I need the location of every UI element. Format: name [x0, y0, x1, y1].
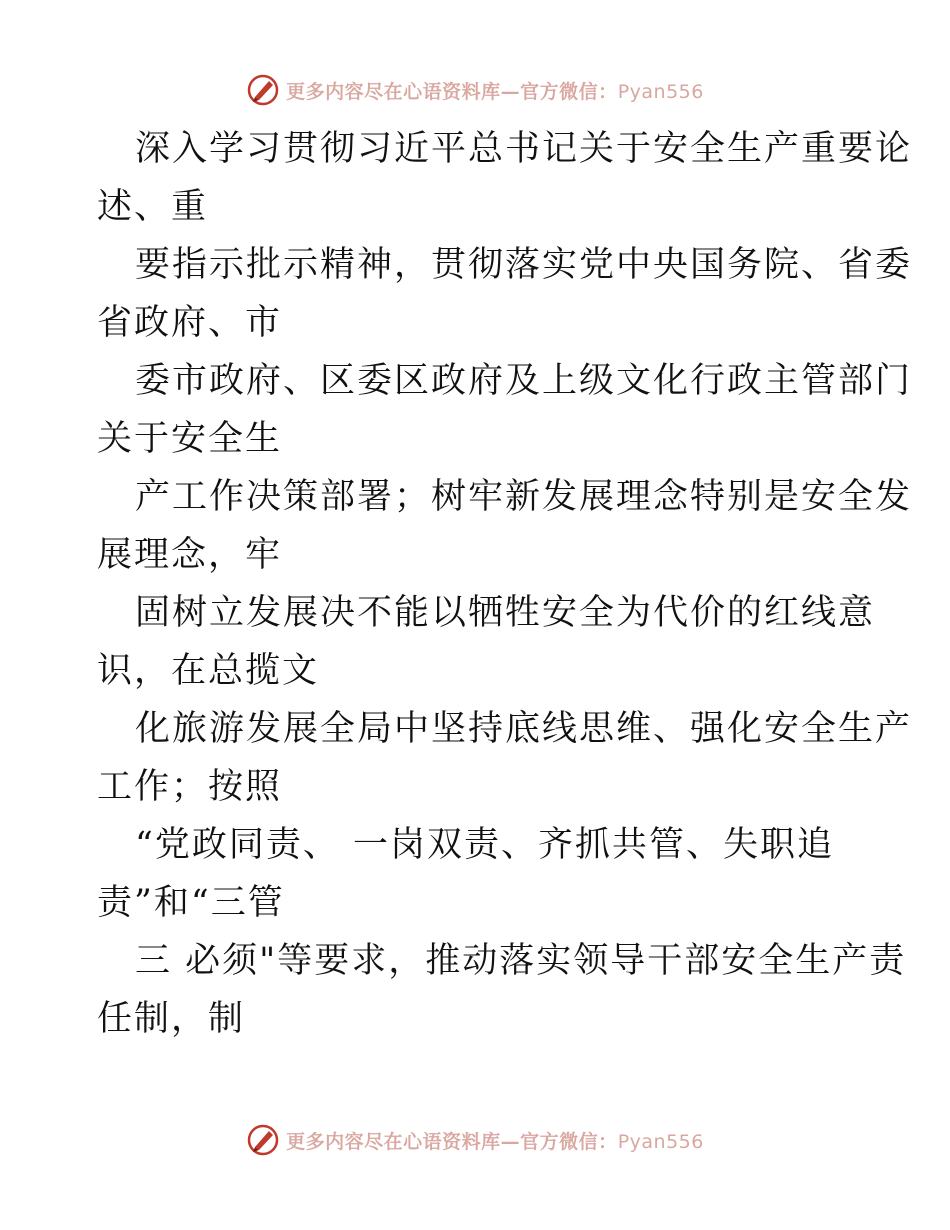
- watermark-text: [286, 77, 704, 104]
- paragraph-line: 委市政府、区委区政府及上级文化行政主管部门: [135, 361, 913, 401]
- watermark-footer: [0, 1120, 950, 1160]
- paragraph-line: 展理念，牢: [97, 535, 283, 575]
- pen-logo-icon: [246, 73, 280, 107]
- document-body: [97, 120, 913, 1048]
- paragraph: [97, 584, 876, 700]
- paragraph-line: 责”和“三管: [97, 883, 285, 923]
- watermark-separator: —: [500, 80, 521, 103]
- paragraph-line: 识，在总揽文: [97, 651, 320, 691]
- paragraph: [97, 932, 907, 1048]
- paragraph-line: 要指示批示精神，贯彻落实党中央国务院、省委: [135, 245, 913, 285]
- watermark-header: [0, 70, 950, 110]
- paragraph-line: “党政同责、 一岗双责、齐抓共管、失职追: [135, 825, 835, 865]
- paragraph: [97, 700, 913, 816]
- watermark-official: 官方微信：: [520, 1130, 618, 1153]
- paragraph: [97, 120, 913, 236]
- paragraph-line: 产工作决策部署；树牢新发展理念特别是安全发: [135, 477, 913, 517]
- paragraph: [97, 816, 857, 932]
- paragraph-line: 深入学习贯彻习近平总书记关于安全生产重要论: [135, 129, 913, 169]
- watermark-brand: 更多内容尽在心语资料库: [286, 1130, 501, 1153]
- watermark-brand: 更多内容尽在心语资料库: [286, 80, 501, 103]
- paragraph-line: 固树立发展决不能以牺牲安全为代价的红线意: [135, 593, 876, 633]
- watermark-wechat-id: Pyan556: [617, 80, 704, 103]
- paragraph-line: 任制，制: [97, 999, 246, 1039]
- paragraph-line: 化旅游发展全局中坚持底线思维、强化安全生产: [135, 709, 913, 749]
- paragraph-line: 三 必须"等要求，推动落实领导干部安全生产责: [135, 941, 907, 981]
- paragraph: [97, 468, 913, 584]
- pen-logo-icon: [246, 1123, 280, 1157]
- watermark-text: [286, 1127, 704, 1154]
- watermark-separator: —: [500, 1130, 521, 1153]
- paragraph: [97, 236, 913, 352]
- paragraph-line: 工作；按照: [97, 767, 283, 807]
- paragraph-line: 省政府、市: [97, 303, 283, 343]
- paragraph-line: 关于安全生: [97, 419, 283, 459]
- paragraph: [97, 352, 913, 468]
- paragraph-line: 述、重: [97, 187, 209, 227]
- watermark-official: 官方微信：: [520, 80, 618, 103]
- watermark-wechat-id: Pyan556: [617, 1130, 704, 1153]
